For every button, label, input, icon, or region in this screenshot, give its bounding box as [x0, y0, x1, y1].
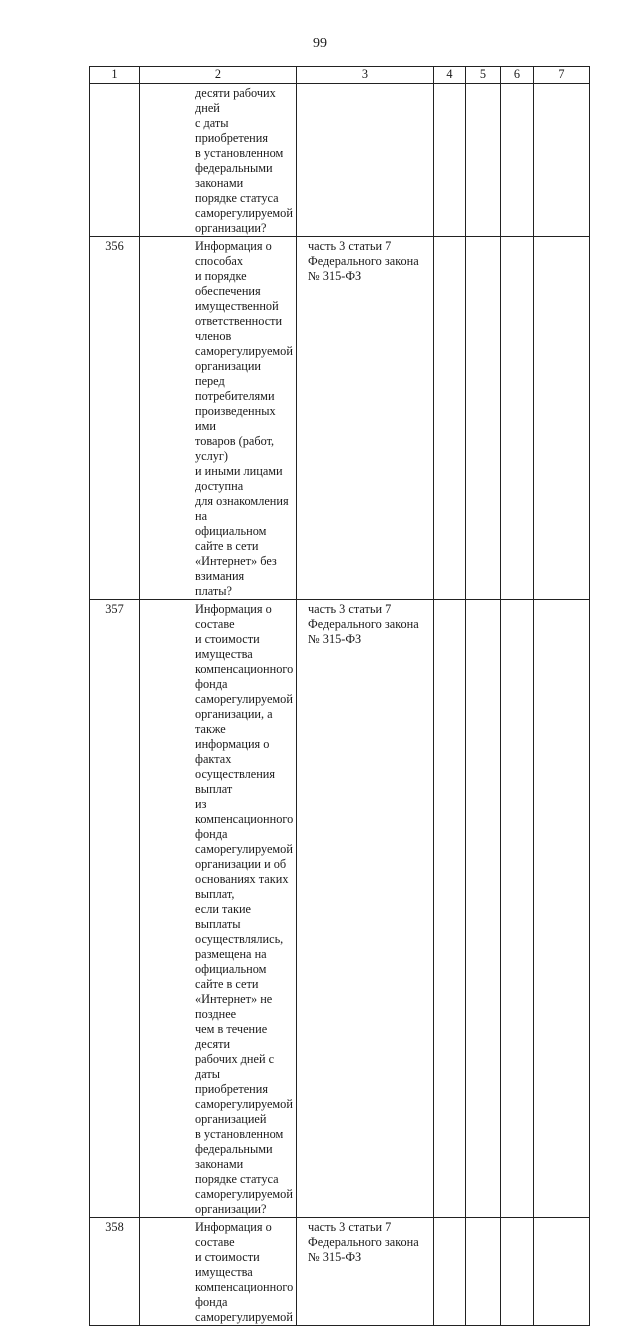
answer-col-7 — [534, 84, 590, 237]
page-number: 99 — [313, 36, 327, 51]
table-row — [90, 600, 590, 1218]
row-number: 358 — [90, 1218, 140, 1326]
answer-col-4 — [434, 84, 466, 237]
row-number: 356 — [90, 237, 140, 600]
row-number: 357 — [90, 600, 140, 1218]
question-text: Информация о способах и порядке обеспечения имущественной ответственности членов саморегулируемой организации перед потребителями произведенных ими товаров (работ, услуг) и иными лицами доступна для ознакомления на официальном сайте в сети «Интернет» без взимания платы? — [140, 237, 297, 600]
answer-col-5 — [466, 1218, 501, 1326]
legal-basis — [297, 84, 434, 237]
header-col-4: 4 — [434, 67, 466, 84]
answer-col-7 — [534, 1218, 590, 1326]
answer-col-6 — [501, 84, 534, 237]
answer-col-5 — [466, 237, 501, 600]
answer-col-6 — [501, 600, 534, 1218]
legal-basis: часть 3 статьи 7 Федерального закона № 315-ФЗ — [297, 1218, 434, 1326]
answer-col-4 — [434, 600, 466, 1218]
answer-col-5 — [466, 600, 501, 1218]
header-col-5: 5 — [466, 67, 501, 84]
table-row-continuation — [90, 84, 590, 237]
answer-col-6 — [501, 1218, 534, 1326]
header-col-6: 6 — [501, 67, 534, 84]
header-col-7: 7 — [534, 67, 590, 84]
header-col-2: 2 — [140, 67, 297, 84]
question-text: Информация о составе и стоимости имущества компенсационного фонда саморегулируемой организации, а также информация о фактах осуществления выплат из компенсационного фонда саморегулируемой организации и об основаниях таких выплат, если такие выплаты осуществлялись, размещена на официальном сайте в сети «Интернет» не позднее чем в течение десяти рабочих дней с даты приобретения саморегулируемой организацией в установленном федеральными законами порядке статуса саморегулируемой организации? — [140, 600, 297, 1218]
answer-col-5 — [466, 84, 501, 237]
table-row — [90, 237, 590, 600]
question-text: десяти рабочих дней с даты приобретения в установленном федеральными законами порядке статуса саморегулируемой организации? — [140, 84, 297, 237]
legal-basis: часть 3 статьи 7 Федерального закона № 315-ФЗ — [297, 237, 434, 600]
header-col-3: 3 — [297, 67, 434, 84]
header-col-1: 1 — [90, 67, 140, 84]
row-number — [90, 84, 140, 237]
legal-basis: часть 3 статьи 7 Федерального закона № 315-ФЗ — [297, 600, 434, 1218]
question-text: Информация о составе и стоимости имущества компенсационного фонда саморегулируемой — [140, 1218, 297, 1326]
table-row — [90, 1218, 590, 1326]
answer-col-4 — [434, 1218, 466, 1326]
answer-col-7 — [534, 600, 590, 1218]
header-row — [90, 67, 590, 84]
answer-col-4 — [434, 237, 466, 600]
answer-col-7 — [534, 237, 590, 600]
answer-col-6 — [501, 237, 534, 600]
checklist-table — [89, 66, 590, 1326]
